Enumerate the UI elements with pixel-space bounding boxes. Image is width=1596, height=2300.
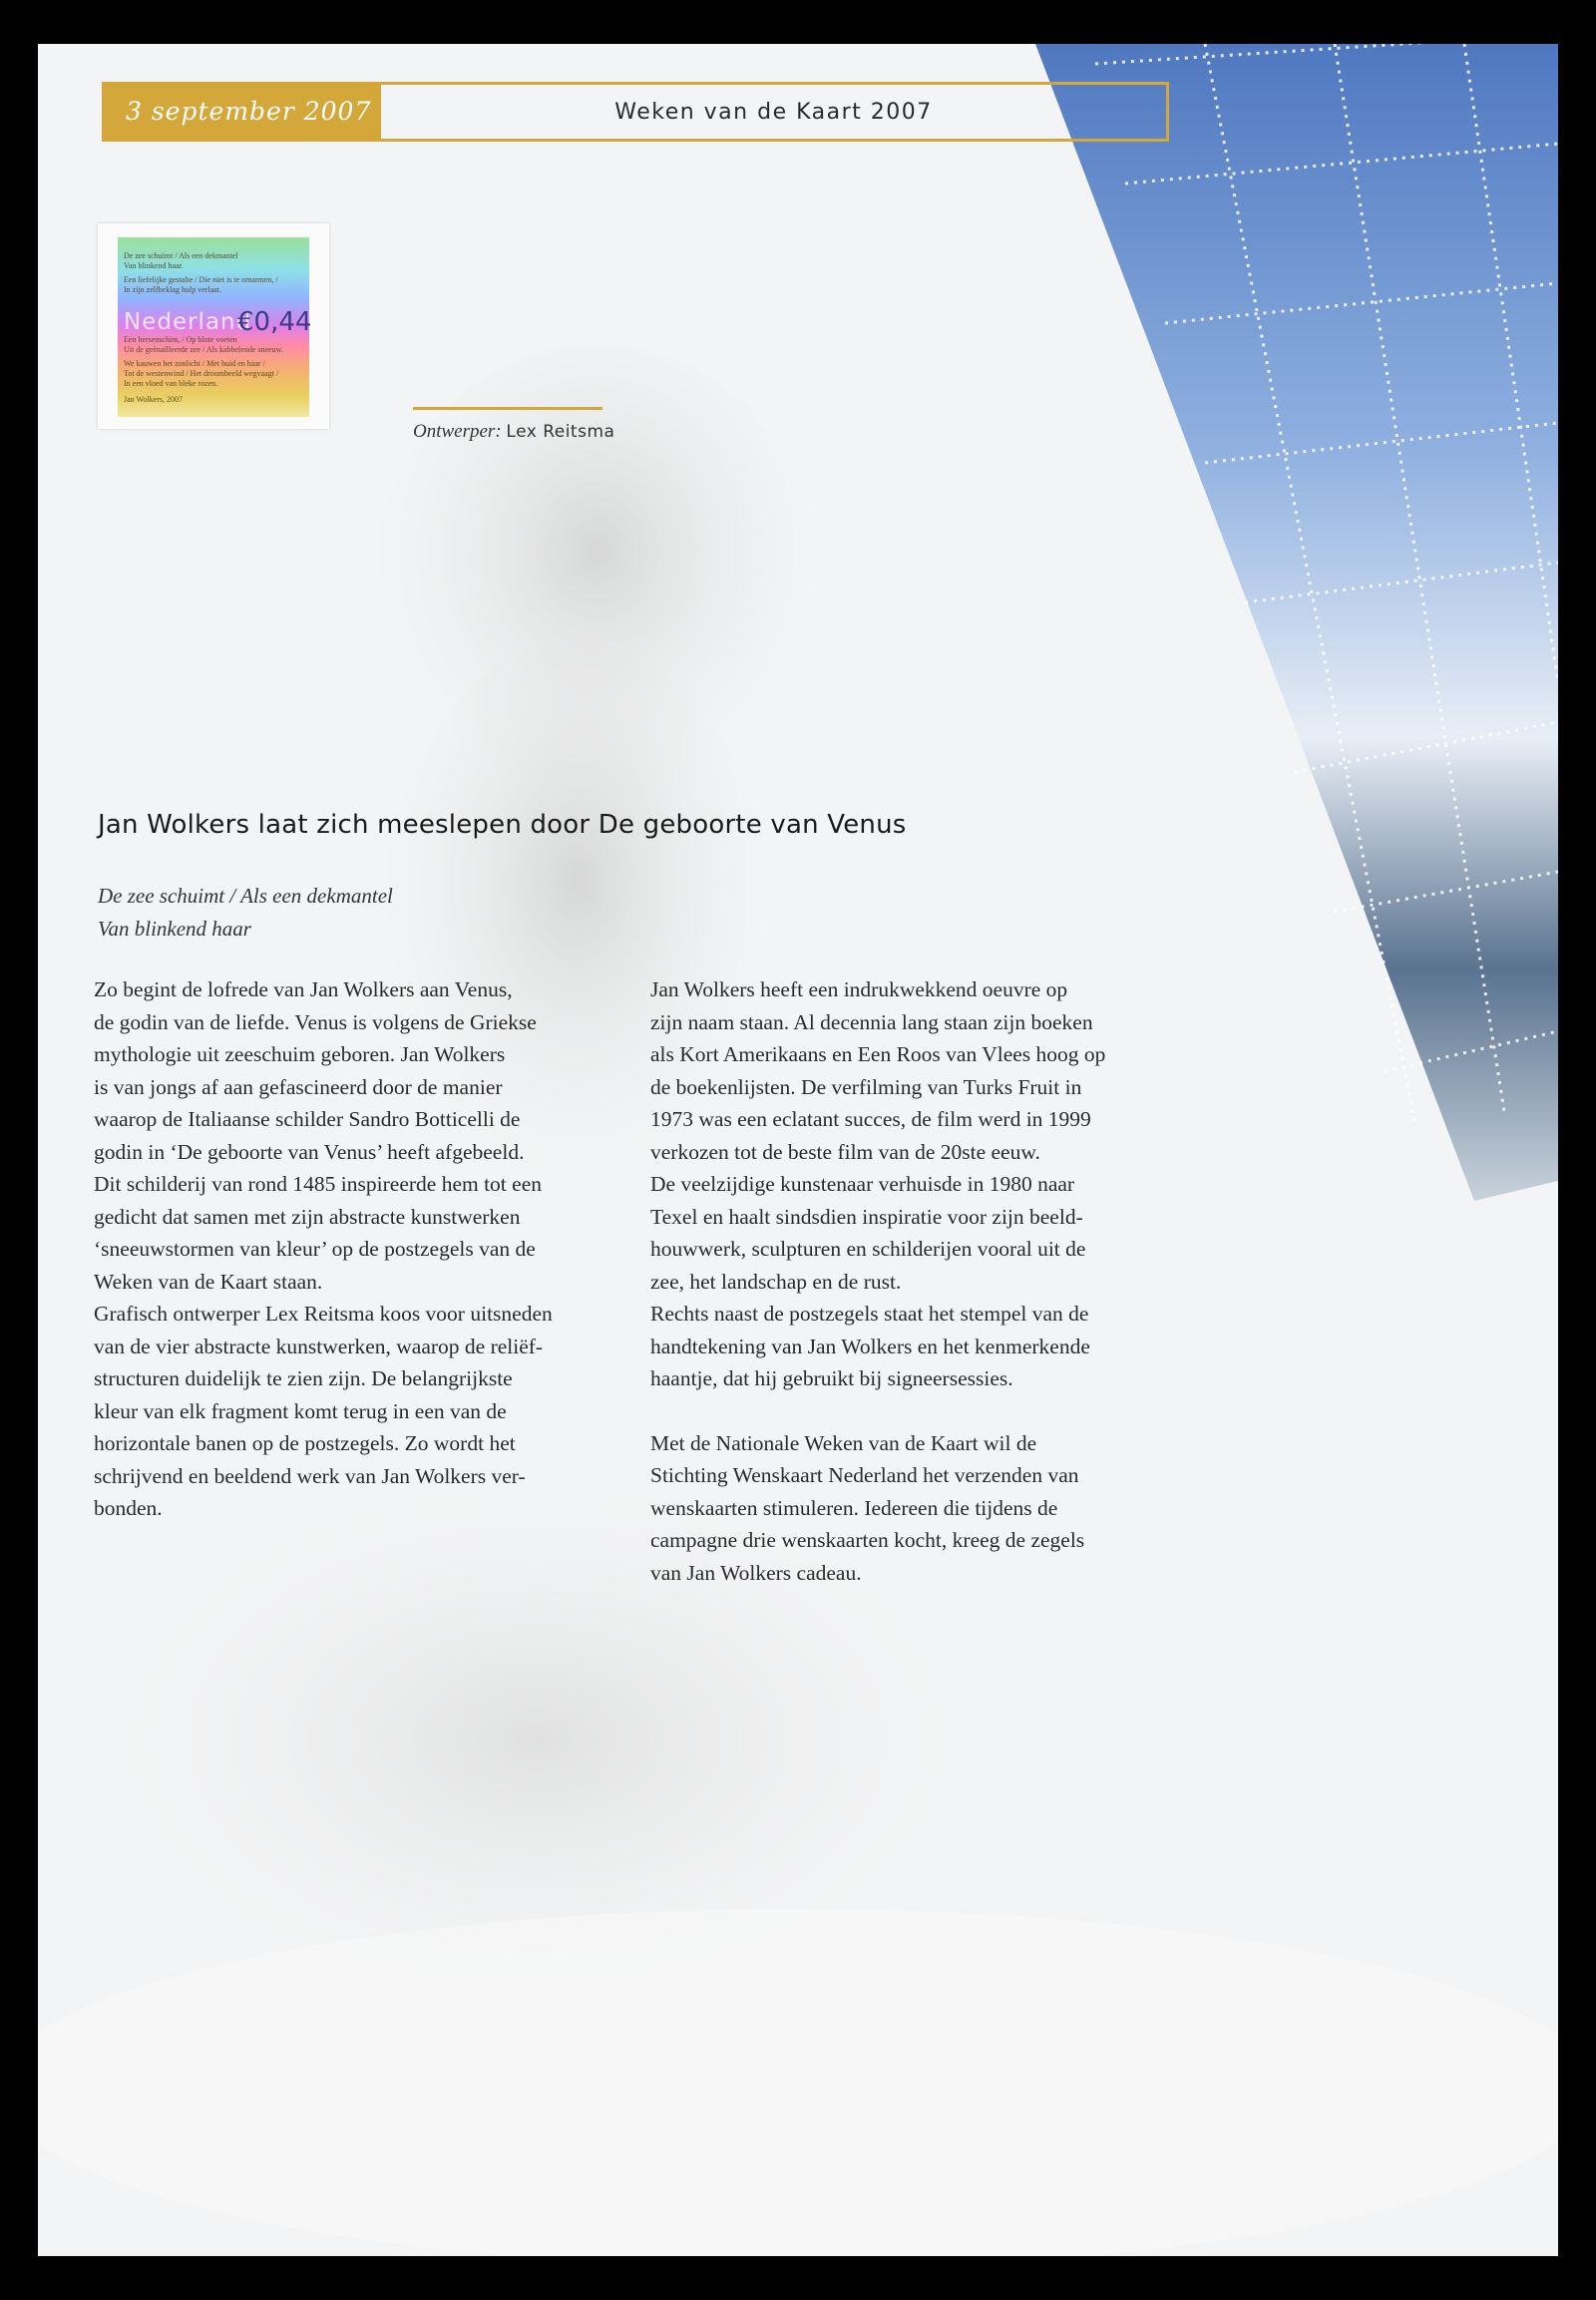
stamp-poem-line: De zee schuimt / Als een dekmantel [124,251,238,260]
text-line: Stichting Wenskaart Nederland het verzenden van [650,1463,1079,1487]
brochure-page [38,44,1558,2256]
text-line: zijn naam staan. Al decennia lang staan zijn boeken [650,1009,1093,1034]
text-line: de boekenlijsten. De verfilming van Turks Fruit in [650,1074,1082,1099]
designer-name: Lex Reitsma [506,422,615,442]
stamp-poem-line: Een hersenschim, / Op blote voeten [124,335,237,344]
text-line: wenskaarten stimuleren. Iedereen die tijdens de [650,1495,1058,1520]
text-line: horizontale banen op de postzegels. Zo wordt het [94,1431,516,1455]
postage-stamp [98,223,329,429]
text-line: waarop de Italiaanse schilder Sandro Botticelli de [94,1107,521,1131]
designer-label: Ontwerper: [413,421,502,442]
poem-excerpt [98,880,393,946]
text-line: handtekening van Jan Wolkers en het kenmerkende [650,1334,1090,1358]
text-line: gedicht dat samen met zijn abstracte kunstwerken [94,1204,521,1229]
text-line: van de vier abstracte kunstwerken, waarop de reliëf- [94,1334,544,1358]
text-line: haantje, dat hij gebruikt bij signeersessies. [650,1366,1013,1390]
article-headline: Jan Wolkers laat zich meeslepen door De geboorte van Venus [98,810,907,840]
stamp-poem-line: Van blinkend haar. [124,261,184,270]
text-line: 1973 was een eclatant succes, de film werd in 1999 [650,1107,1091,1131]
stamp-poem-line: Een liefelijke gestalte / Die niet is te omarmen, / [124,275,278,284]
text-line: als Kort Amerikaans en Een Roos van Vlees hoog op [650,1042,1106,1066]
text-line: de godin van de liefde. Venus is volgens de Griekse [94,1009,537,1034]
text-line: Rechts naast de postzegels staat het stempel van de [650,1302,1089,1326]
text-line: Dit schilderij van rond 1485 inspireerde hem tot een [94,1172,542,1196]
text-line: kleur van elk fragment komt terug in een van de [94,1398,507,1423]
stamp-poem-line: Uit de geënailleerde zee / Als kabbelende sneeuw. [124,345,283,354]
text-line: Jan Wolkers heeft een indrukwekkend oeuvre op [650,977,1068,1001]
poem-line: De zee schuimt / Als een dekmantel [98,884,393,908]
text-line: ‘sneeuwstormen van kleur’ op de postzegels van de [94,1237,536,1261]
text-line: Zo begint de lofrede van Jan Wolkers aan Venus, [94,977,513,1001]
page-title: Weken van de Kaart 2007 [381,82,1169,142]
text-line: De veelzijdige kunstenaar verhuisde in 1980 naar [650,1172,1075,1196]
designer-credit [413,421,614,443]
text-line: Met de Nationale Weken van de Kaart wil de [650,1430,1037,1455]
text-line: Weken van de Kaart staan. [94,1269,323,1294]
text-line: godin in ‘De geboorte van Venus’ heeft afgebeeld. [94,1139,525,1164]
text-line: schrijvend en beeldend werk van Jan Wolkers ver- [94,1463,526,1488]
text-line: structuren duidelijk te zien zijn. De belangrijkste [94,1366,513,1390]
text-line: van Jan Wolkers cadeau. [650,1560,862,1585]
article-column-left [94,973,612,1525]
text-line: Texel en haalt sindsdien inspiratie voor zijn beeld- [650,1204,1083,1229]
text-line: houwwerk, sculpturen en schilderijen vooral uit de [650,1237,1086,1261]
paragraph-gap [650,1395,1189,1427]
stamp-poem-line: In een vloed van bleke rozen. [124,379,218,388]
article-column-right [650,973,1189,1589]
text-line: bonden. [94,1496,163,1520]
text-line: is van jongs af aan gefascineerd door de manier [94,1074,503,1099]
date-label: 3 september 2007 [102,82,381,142]
poem-line: Van blinkend haar [98,917,251,941]
text-line: zee, het landschap en de rust. [650,1269,902,1294]
stamp-country: Nederland [124,309,252,335]
text-line: Grafisch ontwerper Lex Reitsma koos voor uitsneden [94,1302,553,1326]
stamp-poem-line: Jan Wolkers, 2007 [124,395,183,404]
text-line: mythologie uit zeeschuim geboren. Jan Wolkers [94,1042,506,1066]
text-line: campagne drie wenskaarten kocht, kreeg de zegels [650,1528,1085,1552]
designer-divider [413,407,602,410]
stamp-poem-line: Tot de westenwind / Het droombeeld wegvaagt / [124,369,279,378]
stamp-value: €0,44 [237,307,312,337]
stamp-poem-line: We kauwen het zonlicht / Met huid en haar / [124,359,265,368]
text-line: verkozen tot de beste film van de 20ste eeuw. [650,1139,1040,1164]
stamp-poem-line: In zijn zelfbeklag hulp verlaat. [124,285,221,294]
